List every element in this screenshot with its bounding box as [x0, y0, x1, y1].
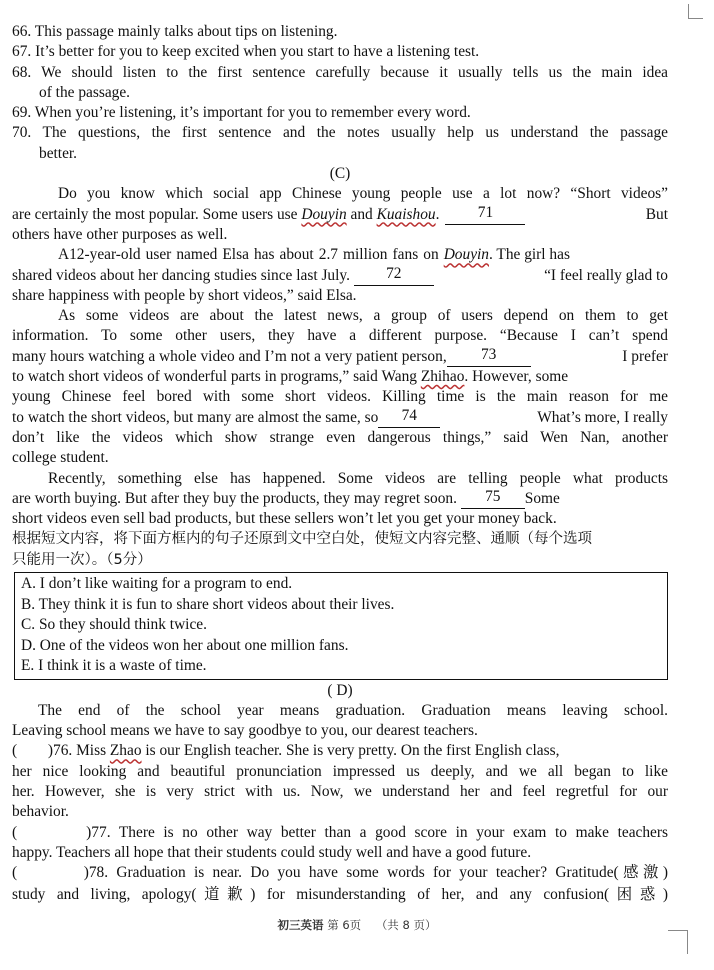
option-b: B. They think it is fun to share short videos about their lives.: [21, 595, 395, 613]
c-p3-line2: information. To some other users, they have a different purpose. “Because I can’t spend: [12, 327, 668, 345]
person-name: Zhihao: [420, 368, 465, 386]
question-70: 70. The questions, the first sentence and the notes usually help us understand the passage: [12, 124, 668, 142]
c-p4-line1: Recently, something else has happened. Some videos are telling people what products: [48, 469, 668, 487]
d-intro-line1: The end of the school year means graduation. Graduation means leaving school.: [38, 701, 668, 719]
option-c: C. So they should think twice.: [21, 616, 207, 634]
blank-72[interactable]: 72: [354, 266, 434, 286]
question-69: 69. When you’re listening, it’s important for you to remember every word.: [12, 104, 471, 122]
section-c-passage: [12, 184, 668, 529]
question-68-cont: of the passage.: [39, 83, 131, 101]
app-name: Douyin: [301, 205, 347, 223]
question-list-top: [12, 22, 668, 164]
question-67: 67. It’s better for you to keep excited when you start to have a listening test.: [12, 43, 480, 61]
c-p4-line3: short videos even sell bad products, but these sellers won’t let you get your money back.: [12, 510, 557, 528]
app-name: Douyin: [443, 246, 489, 264]
person-name: Zhao: [109, 742, 142, 760]
text: But: [645, 205, 668, 223]
text: Some: [524, 489, 560, 507]
c-p3-line3: [12, 347, 668, 367]
option-d: D. One of the videos won her about one million fans.: [21, 636, 349, 654]
footer-page: 第 6页: [327, 918, 362, 932]
c-p2-line2: [12, 266, 668, 286]
d-q76-line1: [12, 741, 668, 761]
d-q78-line2: study and living, apology(道歉) for misunderstanding of her, and any confusion(困惑): [12, 886, 668, 904]
question-66: 66. This passage mainly talks about tips on listening.: [12, 23, 338, 40]
c-p1-line1: Do you know which social app Chinese young people use a lot now? “Short videos”: [58, 185, 668, 203]
c-p2-line3: share happiness with people by short videos,” said Elsa.: [12, 286, 357, 304]
text: are worth buying. But after they buy the products, they may regret soon.: [12, 489, 461, 507]
text: . The girl has: [489, 246, 570, 264]
page-corner-mark: [688, 4, 703, 19]
blank-71[interactable]: 71: [445, 205, 525, 225]
text: to watch short videos of wonderful parts in programs,” said Wang: [12, 368, 421, 386]
app-name: Kuaishou: [376, 205, 436, 223]
page-footer: [0, 915, 714, 935]
blank-73[interactable]: 73: [447, 347, 531, 367]
c-p1-line2: [12, 205, 668, 225]
footer-label: 初三英语: [277, 918, 324, 932]
d-q78-line1: ( )78. Graduation is near. Do you have some words for your teacher? Gratitude(感激): [12, 864, 668, 882]
text: are certainly the most popular. Some users use: [12, 205, 302, 223]
c-p4-line2: [12, 489, 668, 509]
blank-74[interactable]: 74: [378, 408, 440, 428]
question-70-cont: better.: [39, 144, 78, 162]
text: .: [435, 205, 440, 223]
instruction-cont: 只能用一次）。（5分）: [12, 551, 152, 568]
text: “I feel really glad to: [540, 266, 668, 284]
question-68: 68. We should listen to the first sentence carefully because it usually tells us the main idea: [12, 63, 668, 81]
c-p1-line3: others have other purposes as well.: [12, 225, 228, 243]
text: and: [346, 205, 377, 223]
blank-75[interactable]: 75: [461, 489, 525, 509]
d-q76-line4: behavior.: [12, 803, 69, 821]
instruction: 根据短文内容，将下面方框内的句子还原到文中空白处，使短文内容完整、通顺（每个选项: [12, 531, 592, 548]
options-box: [14, 572, 668, 680]
d-q77-line2: happy. Teachers all hope that their students could study well and have a good future.: [12, 843, 532, 861]
c-p3-line8: college student.: [12, 449, 109, 467]
footer-total: （共 8 页）: [375, 918, 437, 932]
d-q77-line1: ( )77. There is no other way better than a good score in your exam to make teachers: [12, 823, 668, 841]
text: I prefer: [622, 347, 668, 365]
c-p3-line4: [12, 367, 668, 387]
d-q76-line3: her. However, she is very strict with us. Now, we understand her and feel regretful for our: [12, 783, 668, 800]
text: What’s more, I really: [537, 408, 668, 426]
section-d-passage: [12, 701, 668, 906]
exam-page: [12, 22, 668, 906]
text: to watch the short videos, but many are almost the same, so: [12, 408, 379, 426]
text: many hours watching a whole video and I’m not a very patient person,: [12, 347, 447, 365]
c-p3-line1: As some videos are about the latest news, a group of users depend on them to get: [58, 307, 668, 325]
text: . However, some: [464, 368, 569, 386]
d-intro-line2: Leaving school means we have to say goodbye to you, our dearest teachers.: [12, 722, 478, 740]
text: shared videos about her dancing studies since last July.: [12, 266, 354, 284]
option-e: E. I think it is a waste of time.: [21, 657, 207, 675]
option-a: A. I don’t like waiting for a program to end.: [21, 575, 293, 593]
c-p3-line5: young Chinese feel bored with some short videos. Killing time is the main reason for me: [12, 388, 668, 406]
text: A12-year-old user named Elsa has about 2.7 million fans on: [58, 246, 444, 264]
c-p3-line6: [12, 408, 668, 428]
c-p2-line1: [12, 245, 668, 265]
answer-bracket-76[interactable]: ( )76. Miss: [12, 742, 110, 760]
text: is our English teacher. She is very pretty. On the first English class,: [141, 742, 560, 760]
section-c-heading: (C): [329, 165, 351, 183]
section-d-heading: ( D): [327, 681, 353, 699]
d-q76-line2: her nice looking and beautiful pronunciation impressed us deeply, and we all began to like: [12, 762, 668, 780]
c-p3-line7: don’t like the videos which show strange even dangerous things,” said Wen Nan, another: [12, 428, 668, 446]
